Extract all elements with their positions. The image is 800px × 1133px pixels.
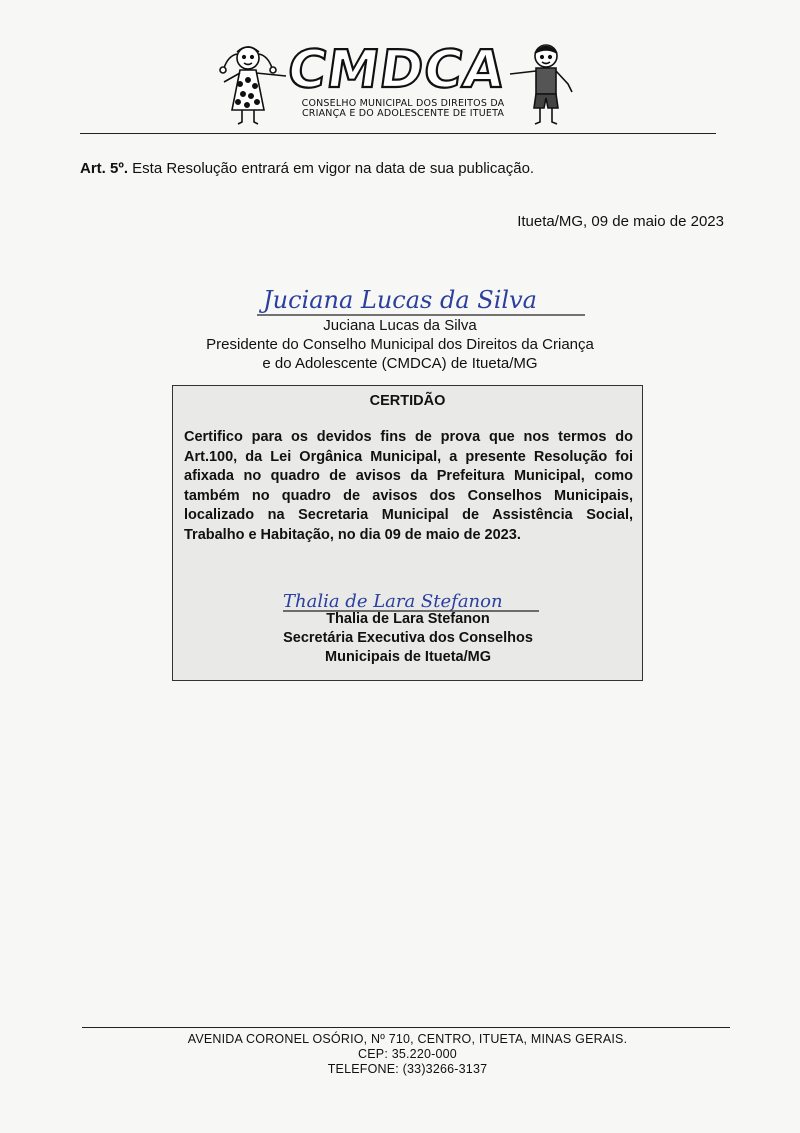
secretary-role-line2: Municipais de Itueta/MG <box>325 649 491 665</box>
logo-title: CMDCA <box>283 40 509 100</box>
cmdca-logo <box>210 38 590 130</box>
certificate-body: Certifico para os devidos fins de prova que nos termos do Art.100, da Lei Orgânica Municipal, a presente Resolução foi afixada no quadro de avisos da Prefeitura Municipal, como também no quadro de avisos dos Conselhos Municipais, localizado na Secretaria Municipal de Assistência Social, Trabalho e Habitação, no dia 09 de maio de 2023. <box>184 429 633 543</box>
president-name: Juciana Lucas da Silva <box>323 317 477 334</box>
header-divider <box>80 133 716 134</box>
certificate-box <box>172 385 643 681</box>
president-role-line1: Presidente do Conselho Municipal dos Direitos da Criança <box>206 336 594 353</box>
footer-address: AVENIDA CORONEL OSÓRIO, Nº 710, CENTRO, ITUETA, MINAS GERAIS. <box>187 1032 628 1046</box>
footer-phone: TELEFONE: (33)3266-3137 <box>327 1062 488 1076</box>
secretary-signature-script: Thalia de Lara Stefanon <box>283 591 503 612</box>
date-line: Itueta/MG, 09 de maio de 2023 <box>517 213 724 230</box>
footer-divider <box>82 1027 730 1028</box>
president-signature-script: Juciana Lucas da Silva <box>263 286 537 314</box>
footer-cep: CEP: 35.220-000 <box>358 1047 457 1061</box>
logo-subtitle-line1: CONSELHO MUNICIPAL DOS DIREITOS DA <box>301 98 505 109</box>
certificate-title: CERTIDÃO <box>369 393 446 409</box>
logo-subtitle-line2: CRIANÇA E DO ADOLESCENTE DE ITUETA <box>301 108 505 119</box>
secretary-name: Thalia de Lara Stefanon <box>326 611 490 627</box>
secretary-role-line1: Secretária Executiva dos Conselhos <box>283 630 533 646</box>
boy-figure-icon <box>510 45 572 124</box>
article-5 <box>80 160 534 177</box>
girl-figure-icon <box>220 47 286 124</box>
article-label: Art. 5º. <box>80 160 128 177</box>
article-text: Esta Resolução entrará em vigor na data de sua publicação. <box>128 160 535 177</box>
president-role-line2: e do Adolescente (CMDCA) de Itueta/MG <box>262 355 538 372</box>
